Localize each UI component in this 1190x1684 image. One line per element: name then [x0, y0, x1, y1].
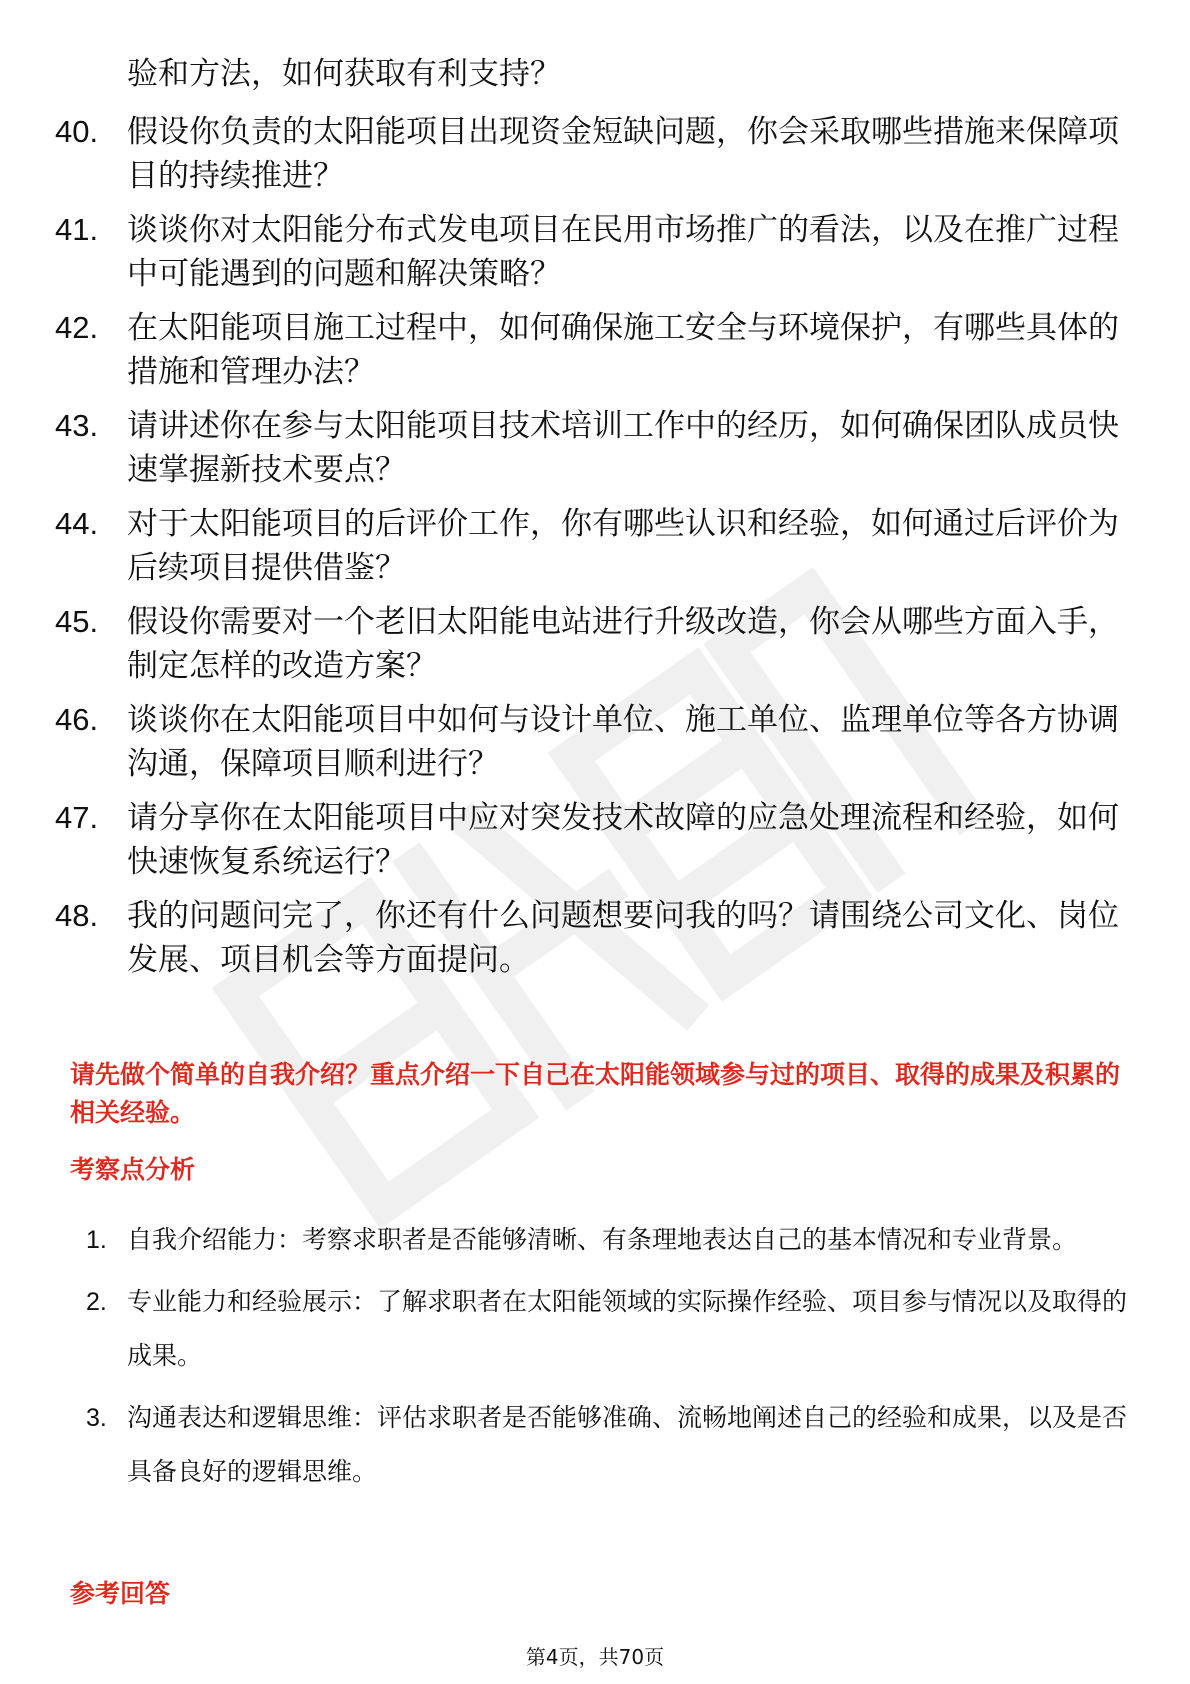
question-number: 40.	[55, 114, 99, 149]
question-text: 假设你负责的太阳能项目出现资金短缺问题，你会采取哪些措施来保障项目的持续推进？	[127, 114, 1119, 194]
question-text: 对于太阳能项目的后评价工作，你有哪些认识和经验，如何通过后评价为后续项目提供借鉴？	[127, 506, 1119, 586]
highlight-question: 请先做个简单的自我介绍？重点介绍一下自己在太阳能领域参与过的项目、取得的成果及积累的相关经验。	[70, 1060, 1121, 1127]
question-continuation: 验和方法，如何获取有利支持？	[127, 56, 561, 92]
question-number: 45.	[55, 604, 99, 639]
question-item	[55, 698, 1135, 786]
question-item	[55, 404, 1135, 492]
analysis-text: 自我介绍能力：考察求职者是否能够清晰、有条理地表达自己的基本情况和专业背景。	[127, 1225, 1078, 1254]
question-number: 42.	[55, 310, 99, 345]
analysis-item	[70, 1391, 1130, 1499]
question-text: 请分享你在太阳能项目中应对突发技术故障的应急处理流程和经验，如何快速恢复系统运行？	[127, 800, 1119, 880]
question-number: 43.	[55, 408, 99, 443]
question-item	[55, 502, 1135, 590]
question-text: 假设你需要对一个老旧太阳能电站进行升级改造，你会从哪些方面入手，制定怎样的改造方案？	[127, 604, 1119, 684]
question-text: 谈谈你对太阳能分布式发电项目在民用市场推广的看法，以及在推广过程中可能遇到的问题和解决策略？	[127, 212, 1119, 292]
question-item	[55, 894, 1135, 982]
question-number: 47.	[55, 800, 99, 835]
question-item	[55, 600, 1135, 688]
question-number: 46.	[55, 702, 99, 737]
question-text: 谈谈你在太阳能项目中如何与设计单位、施工单位、监理单位等各方协调沟通，保障项目顺利进行？	[127, 702, 1119, 782]
analysis-number: 2.	[86, 1288, 107, 1316]
analysis-number: 1.	[86, 1226, 107, 1254]
page-footer: 第4页，共70页	[525, 1645, 665, 1669]
answer-heading: 参考回答	[70, 1579, 171, 1608]
question-item	[55, 110, 1135, 198]
question-text: 请讲述你在参与太阳能项目技术培训工作中的经历，如何确保团队成员快速掌握新技术要点？	[127, 408, 1119, 488]
analysis-list	[70, 1213, 1130, 1507]
question-item	[55, 306, 1135, 394]
question-text: 我的问题问完了，你还有什么问题想要问我的吗？请围绕公司文化、岗位发展、项目机会等方面提问。	[127, 898, 1119, 978]
question-list	[55, 110, 1135, 992]
analysis-item	[70, 1275, 1130, 1383]
question-number: 44.	[55, 506, 99, 541]
question-number: 41.	[55, 212, 99, 247]
question-text: 在太阳能项目施工过程中，如何确保施工安全与环境保护，有哪些具体的措施和管理办法？	[127, 310, 1119, 390]
analysis-text: 专业能力和经验展示：了解求职者在太阳能领域的实际操作经验、项目参与情况以及取得的成果。	[127, 1287, 1128, 1370]
question-item	[55, 208, 1135, 296]
analysis-text: 沟通表达和逻辑思维：评估求职者是否能够准确、流畅地阐述自己的经验和成果，以及是否具备良好的逻辑思维。	[127, 1403, 1128, 1486]
question-number: 48.	[55, 898, 99, 933]
analysis-number: 3.	[86, 1404, 107, 1432]
analysis-item	[70, 1213, 1130, 1267]
question-item	[55, 796, 1135, 884]
analysis-heading: 考察点分析	[70, 1155, 196, 1184]
